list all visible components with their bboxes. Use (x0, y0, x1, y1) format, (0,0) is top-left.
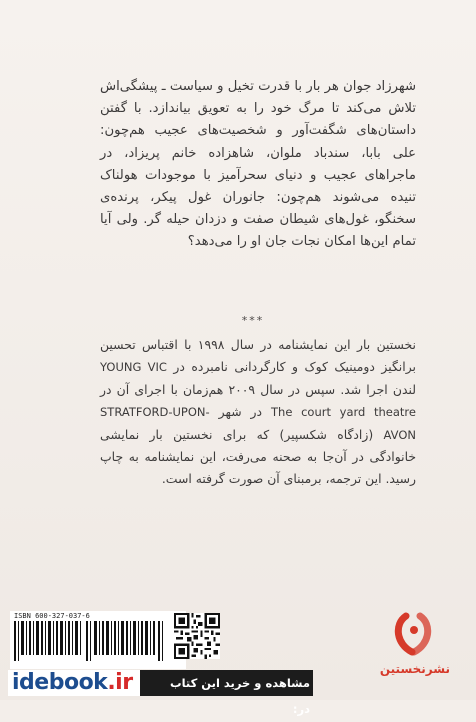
banner-call-to-action[interactable]: مشاهده و خرید این کتاب در: (170, 676, 310, 716)
synopsis-paragraph: شهرزاد جوان هر بار با قدرت تخیل و سیاست ـ پیشگی‌اش تلاش می‌کند تا مرگ خود را به تعویق بیاندازد. با گفتن داستان‌های شگفت‌آور و شخصیت‌های عجیب هم‌چون: علی بابا، سندباد ملوان، شاهزاده خانم پریزاد، در ماجراهای عجیب و دنیای سحرآمیز با موجودات هولناک تنیده می‌شوند هم‌چون: جانوران غول پیکر، پرنده‌ی سخنگو، غول‌های شیطان صفت و دزدان حیله گر. ولی آیا تمام این‌ها امکان نجات جان او را می‌دهد؟ (100, 79, 416, 250)
section-separator: *** (241, 314, 265, 327)
p2-part4: (زادگاه شکسپیر) که برای نخستین بار نمایشی خانوادگی در آن‌جا به صحنه می‌رفت، این نمایشنامه به چاپ رسید. این ترجمه، برمبنای آن صورت گرفته است. (100, 426, 416, 487)
p2-part1: نخستین بار این نمایشنامه در سال ۱۹۹۸ با اقتباس تحسین برانگیز دومینیک کوک و کارگردانی نامبرده در (100, 337, 416, 375)
qr-code-icon (174, 613, 220, 659)
stratford-label: STRATFORD-UPON-AVON (100, 405, 416, 442)
publisher-logo-icon (392, 610, 436, 658)
isbn-label: ISBN 600-327-037-6 (14, 612, 90, 620)
publisher-name: نشرنخستین (379, 662, 450, 676)
court-yard-theatre-label: The court yard theatre (271, 405, 416, 420)
production-history-paragraph (100, 334, 416, 491)
idebook-logo[interactable]: idebook.ir (12, 670, 133, 695)
p2-part2: لندن اجرا شد. سپس در سال ۲۰۰۹ هم‌زمان با اجرای آن در (100, 381, 416, 397)
p2-part3: در شهر (218, 404, 263, 420)
young-vic-label: YOUNG VIC (100, 360, 167, 375)
barcode-icon (14, 621, 164, 661)
